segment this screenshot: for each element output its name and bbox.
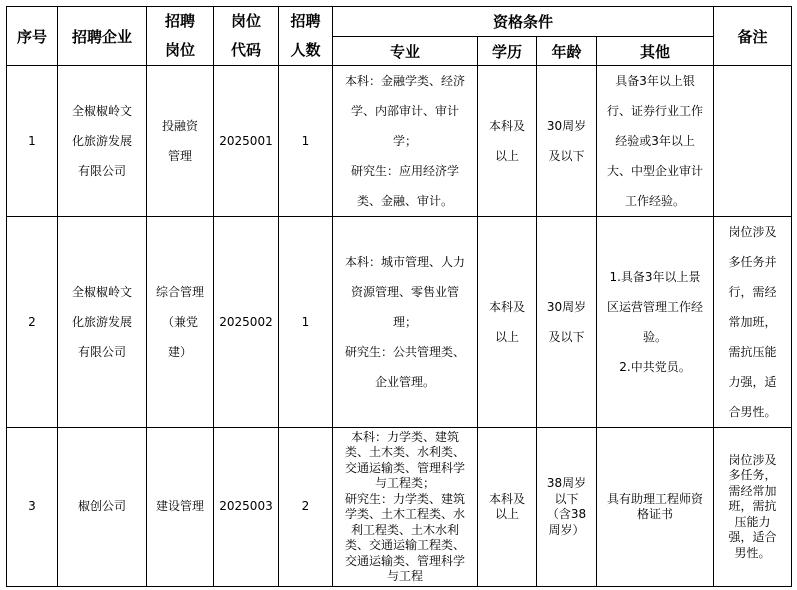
- cell-company: 椒创公司: [58, 428, 147, 587]
- cell-education: 本科及 以上: [478, 428, 537, 587]
- cell-remarks: 岗位涉及 多任务并 行，需经 常加班， 需抗压能 力强，适 合男性。: [714, 217, 792, 428]
- header-code: 岗位 代码: [214, 7, 279, 66]
- cell-position: 综合管理 （兼党 建）: [147, 217, 214, 428]
- header-seq: 序号: [7, 7, 58, 66]
- header-company: 招聘企业: [58, 7, 147, 66]
- cell-company: 全椒椒岭文 化旅游发展 有限公司: [58, 66, 147, 217]
- recruitment-table: [6, 6, 792, 587]
- cell-age: 30周岁 及以下: [537, 217, 597, 428]
- cell-major: 本科：城市管理、人力 资源管理、零售业管 理； 研究生：公共管理类、 企业管理。: [333, 217, 478, 428]
- header-remarks: 备注: [714, 7, 792, 66]
- cell-company: 全椒椒岭文 化旅游发展 有限公司: [58, 217, 147, 428]
- header-age: 年龄: [537, 37, 597, 66]
- header-qualifications: 资格条件: [333, 7, 714, 37]
- cell-count: 1: [279, 66, 333, 217]
- cell-education: 本科及 以上: [478, 217, 537, 428]
- cell-age: 30周岁 及以下: [537, 66, 597, 217]
- header-other: 其他: [597, 37, 714, 66]
- table-row: [7, 66, 792, 217]
- cell-code: 2025002: [214, 217, 279, 428]
- cell-position: 投融资 管理: [147, 66, 214, 217]
- header-education: 学历: [478, 37, 537, 66]
- cell-seq: 1: [7, 66, 58, 217]
- cell-count: 2: [279, 428, 333, 587]
- table-row: [7, 217, 792, 428]
- table-row: [7, 428, 792, 587]
- cell-major: 本科：力学类、建筑 类、土木类、水利类、 交通运输类、管理科学 与工程类； 研究生：力学类、建筑 学类、土木工程类、水 利工程类、土木水利 类、交通运输工程类、 交通运输类、管理科学 与工程: [333, 428, 478, 587]
- header-major: 专业: [333, 37, 478, 66]
- cell-position: 建设管理: [147, 428, 214, 587]
- cell-other: 具有助理工程师资 格证书: [597, 428, 714, 587]
- cell-seq: 2: [7, 217, 58, 428]
- cell-remarks: 岗位涉及 多任务， 需经常加 班，需抗 压能力 强，适合 男性。: [714, 428, 792, 587]
- cell-age: 38周岁 以下 （含38 周岁）: [537, 428, 597, 587]
- cell-education: 本科及 以上: [478, 66, 537, 217]
- cell-remarks: [714, 66, 792, 217]
- cell-other: 具备3年以上银 行、证券行业工作 经验或3年以上 大、中型企业审计 工作经验。: [597, 66, 714, 217]
- cell-other: 1.具备3年以上景 区运营管理工作经 验。 2.中共党员。: [597, 217, 714, 428]
- cell-count: 1: [279, 217, 333, 428]
- header-count: 招聘 人数: [279, 7, 333, 66]
- cell-code: 2025003: [214, 428, 279, 587]
- cell-seq: 3: [7, 428, 58, 587]
- cell-major: 本科：金融学类、经济 学、内部审计、审计 学； 研究生：应用经济学 类、金融、审计。: [333, 66, 478, 217]
- header-position: 招聘 岗位: [147, 7, 214, 66]
- cell-code: 2025001: [214, 66, 279, 217]
